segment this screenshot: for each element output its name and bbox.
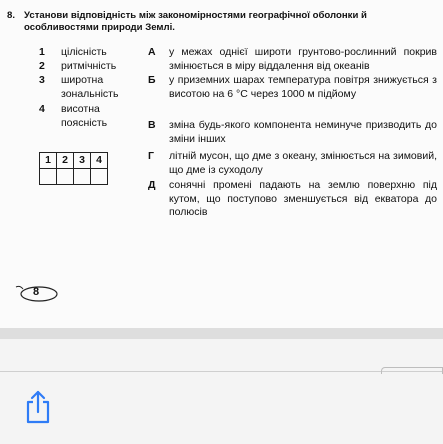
answer-cell: [40, 169, 57, 185]
left-item-text: ритмічність: [61, 60, 117, 72]
left-item-text: висотна поясність: [61, 103, 108, 129]
left-item-number: 2: [39, 60, 45, 72]
right-item-text: зміна будь-якого компонента неминуче призводить до зміни інших: [169, 119, 437, 145]
answer-grid-header: 2: [57, 153, 74, 169]
answer-cell: [74, 169, 91, 185]
answer-grid-answer-row: [40, 169, 108, 185]
bottom-toolbar: [0, 339, 443, 444]
right-item-text: у приземних шарах температура повітря знижується з висотою на 6 °С через 1000 м підйому: [169, 74, 437, 100]
right-item-letter: В: [148, 119, 156, 131]
page-number-badge: [14, 283, 60, 303]
right-item-letter: Б: [148, 74, 156, 86]
answer-grid: [39, 152, 108, 185]
answer-cell: [91, 169, 108, 185]
left-item-text: цілісність: [61, 46, 107, 58]
answer-grid-header: 1: [40, 153, 57, 169]
left-item-number: 3: [39, 74, 45, 86]
question-text: Установи відповідність між закономірностями географічної оболонки й особливостями природи Землі.: [24, 10, 367, 33]
page-number: 8: [33, 286, 40, 298]
right-item-text: у межах однієї широти грунтово-рослинний покрив змінюється в міру віддалення від океанів: [169, 46, 437, 72]
answer-cell: [57, 169, 74, 185]
right-item-text: сонячні промені падають на землю поверхню під кутом, що поступово зменшується від екватора до полюсів: [169, 179, 437, 218]
right-item-letter: Д: [148, 179, 156, 191]
question-number: 8.: [7, 10, 16, 21]
share-icon[interactable]: [23, 390, 53, 424]
question-header: [7, 10, 439, 34]
left-item-text: широтна зональність: [61, 74, 119, 100]
answer-grid-header: 4: [91, 153, 108, 169]
answer-grid-header-row: [40, 153, 108, 169]
answer-grid-header: 3: [74, 153, 91, 169]
left-item-number: 1: [39, 46, 45, 58]
right-item-letter: А: [148, 46, 156, 58]
toolbar-divider: [0, 371, 443, 372]
right-item-text: літній мусон, що дме з океану, змінюється на зимовий, що дме із суходолу: [169, 150, 437, 176]
toolbar-corner: [381, 367, 443, 374]
page-separator: [0, 328, 443, 339]
right-item-letter: Г: [148, 150, 154, 162]
left-item-number: 4: [39, 103, 45, 115]
